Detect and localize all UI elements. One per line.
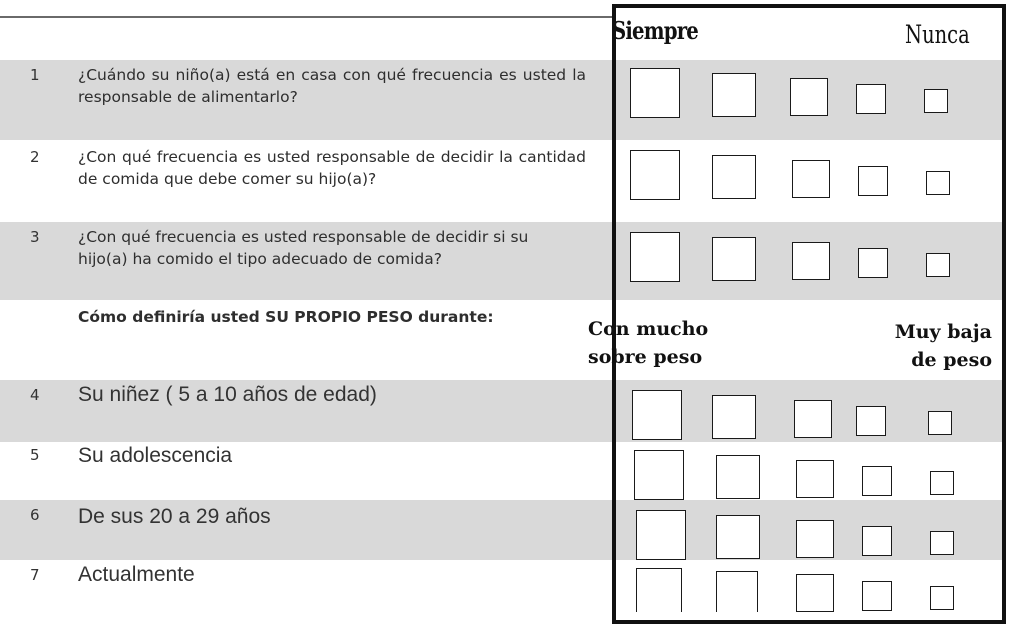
response-checkbox[interactable]: [930, 471, 954, 495]
scale-label-left: Siempre: [612, 16, 698, 45]
weight-scale-label-left: Con mucho sobre peso: [588, 318, 709, 368]
item-text: De sus 20 a 29 años: [78, 505, 271, 528]
question-number: 2: [30, 148, 40, 166]
response-checkbox[interactable]: [856, 406, 886, 436]
response-checkbox[interactable]: [630, 68, 680, 118]
response-checkbox[interactable]: [634, 450, 684, 500]
response-checkbox[interactable]: [862, 581, 892, 611]
response-checkbox[interactable]: [928, 411, 952, 435]
top-rule: [0, 16, 612, 18]
response-checkbox[interactable]: [930, 531, 954, 555]
item-text: Su niñez ( 5 a 10 años de edad): [78, 383, 377, 406]
response-checkbox[interactable]: [924, 89, 948, 113]
response-checkbox[interactable]: [790, 78, 828, 116]
weight-scale-label-right: Muy baja de peso: [894, 321, 992, 371]
response-checkbox[interactable]: [862, 526, 892, 556]
item-number: 7: [30, 566, 40, 584]
response-checkbox[interactable]: [630, 150, 680, 200]
response-checkbox[interactable]: [796, 520, 834, 558]
section-heading: Cómo definiría usted SU PROPIO PESO durante:: [78, 308, 494, 326]
response-checkbox[interactable]: [712, 395, 756, 439]
response-checkbox[interactable]: [712, 73, 756, 117]
response-checkbox[interactable]: [716, 455, 760, 499]
scale-label-right: Nunca: [905, 20, 970, 49]
response-checkbox[interactable]: [716, 515, 760, 559]
question-number: 3: [30, 228, 40, 246]
response-checkbox[interactable]: [716, 571, 758, 612]
item-number: 5: [30, 446, 40, 464]
item-text: Su adolescencia: [78, 444, 233, 467]
response-checkbox[interactable]: [712, 237, 756, 281]
question-text: ¿Con qué frecuencia es usted responsable de decidir si su hijo(a) ha comido el tipo adecuado de comida?: [78, 228, 529, 268]
response-checkbox[interactable]: [636, 510, 686, 560]
response-checkbox[interactable]: [796, 574, 834, 612]
response-checkbox[interactable]: [792, 242, 830, 280]
response-checkbox[interactable]: [858, 166, 888, 196]
question-text: ¿Cuándo su niño(a) está en casa con qué frecuencia es usted la responsable de alimentarlo?: [78, 66, 586, 106]
response-checkbox[interactable]: [926, 171, 950, 195]
response-checkbox[interactable]: [930, 586, 954, 610]
response-checkbox[interactable]: [636, 568, 682, 612]
response-checkbox[interactable]: [856, 84, 886, 114]
response-checkbox[interactable]: [712, 155, 756, 199]
response-checkbox[interactable]: [796, 460, 834, 498]
item-number: 6: [30, 506, 40, 524]
response-checkbox[interactable]: [630, 232, 680, 282]
response-checkbox[interactable]: [792, 160, 830, 198]
item-number: 4: [30, 386, 40, 404]
response-checkbox[interactable]: [862, 466, 892, 496]
question-number: 1: [30, 66, 40, 84]
response-checkbox[interactable]: [858, 248, 888, 278]
response-checkbox[interactable]: [632, 390, 682, 440]
response-checkbox[interactable]: [794, 400, 832, 438]
item-text: Actualmente: [78, 563, 195, 586]
response-checkbox[interactable]: [926, 253, 950, 277]
question-text: ¿Con qué frecuencia es usted responsable de decidir la cantidad de comida que debe comer su hijo(a)?: [78, 148, 586, 188]
